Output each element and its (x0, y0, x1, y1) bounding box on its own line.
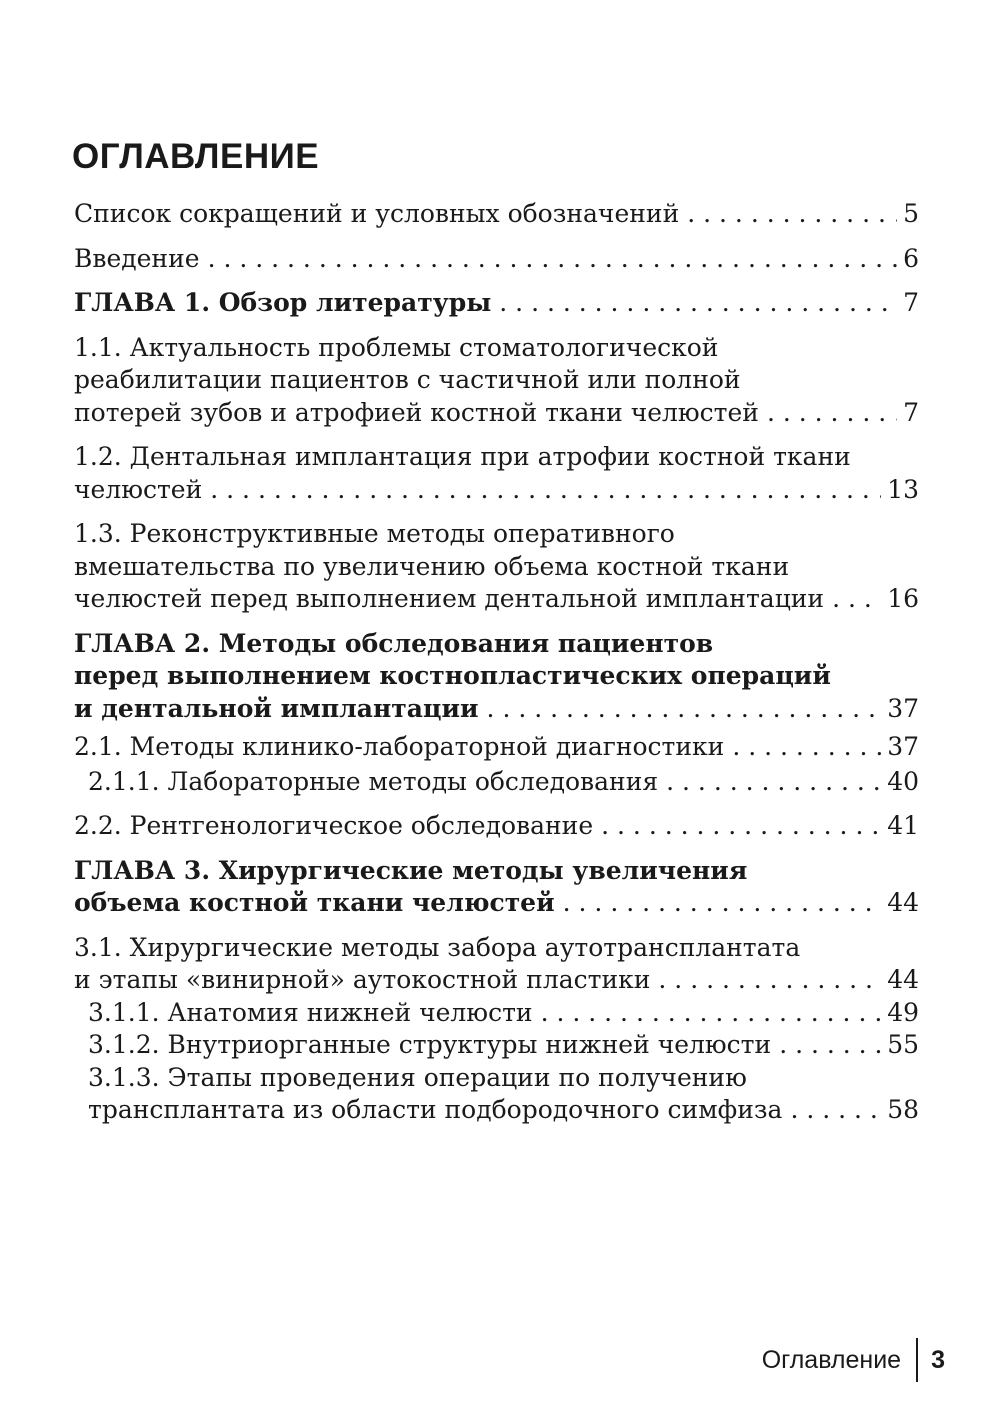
toc-entry-title-line: 1.2. Дентальная имплантация при атрофии костной ткани (74, 442, 851, 471)
toc-page-number: 44 (887, 888, 919, 917)
toc-entry-title-line: челюстей (74, 474, 203, 504)
toc-page-number: 37 (887, 732, 919, 761)
dot-leader (499, 287, 897, 320)
dot-leader (666, 766, 881, 799)
dot-leader (790, 1094, 881, 1127)
dot-leader (563, 887, 882, 920)
toc-page-number: 55 (887, 1030, 919, 1059)
toc-page-number: 13 (887, 474, 919, 504)
dot-leader (210, 474, 881, 507)
toc-entry-title: 3.1.1. Анатомия нижней челюсти (88, 997, 533, 1027)
toc-page-number: 44 (887, 965, 919, 994)
toc-entry-title-line: 3.1.3. Этапы проведения операции по получению (88, 1062, 747, 1092)
dot-leader (732, 731, 881, 764)
toc-entry-section-2-1[interactable] (74, 731, 919, 764)
dot-leader (767, 397, 897, 430)
toc-entry-subsection-3-1-3[interactable] (74, 1062, 919, 1127)
toc-page-number: 7 (903, 397, 919, 427)
toc-entry-title: Список сокращений и условных обозначений (74, 199, 680, 228)
dot-leader (658, 964, 881, 997)
toc-page-number: 5 (903, 199, 919, 228)
table-of-contents (74, 198, 919, 1127)
toc-page-number: 37 (887, 693, 919, 723)
toc-entry-title: 2.1. Методы клинико-лабораторной диагностики (74, 732, 725, 761)
toc-entry-chapter-3[interactable] (74, 855, 919, 920)
toc-page-number: 40 (887, 766, 919, 796)
toc-entry-abbreviations[interactable] (74, 198, 919, 231)
dot-leader (487, 693, 882, 726)
toc-page-number: 49 (887, 997, 919, 1027)
dot-leader (779, 1029, 881, 1062)
toc-entry-title-line: 3.1. Хирургические методы забора аутотрансплантата (74, 932, 801, 962)
toc-page-number: 41 (887, 811, 919, 840)
toc-entry-title: ГЛАВА 1. Обзор литературы (74, 288, 492, 317)
toc-entry-title: Введение (74, 243, 200, 273)
page-title: ОГЛАВЛЕНИЕ (72, 137, 320, 176)
toc-entry-title-line: реабилитации пациентов с частичной или полной (74, 365, 741, 394)
dot-leader (687, 198, 897, 231)
toc-entry-chapter-2[interactable] (74, 628, 919, 726)
footer-divider (916, 1338, 918, 1382)
toc-entry-title-line: и дентальной имплантации (74, 693, 479, 723)
toc-entry-title-line: потерей зубов и атрофией костной ткани челюстей (74, 397, 759, 427)
toc-entry-title-line: трансплантата из области подбородочного симфиза (88, 1095, 783, 1124)
toc-entry-subsection-2-1-1[interactable] (74, 766, 919, 799)
toc-entry-title-line: 1.1. Актуальность проблемы стоматологической (74, 332, 719, 362)
dot-leader (601, 810, 881, 843)
toc-entry-title-line: объема костной ткани челюстей (74, 888, 555, 917)
toc-entry-title-line: вмешательства по увеличению объема костной ткани (74, 551, 790, 581)
dot-leader (832, 583, 881, 616)
toc-entry-title: 3.1.2. Внутриорганные структуры нижней челюсти (88, 1030, 772, 1059)
toc-entry-title-line: ГЛАВА 2. Методы обследования пациентов (74, 628, 714, 658)
toc-entry-introduction[interactable] (74, 243, 919, 276)
toc-entry-title: 2.2. Рентгенологическое обследование (74, 811, 594, 840)
toc-entry-section-3-1[interactable] (74, 932, 919, 997)
toc-entry-title-line: челюстей перед выполнением дентальной имплантации (74, 584, 825, 613)
toc-entry-section-2-2[interactable] (74, 810, 919, 843)
page-footer (762, 1338, 945, 1382)
toc-entry-title-line: 1.3. Реконструктивные методы оперативного (74, 519, 675, 548)
toc-entry-chapter-1[interactable] (74, 287, 919, 320)
toc-entry-title-line: перед выполнением костнопластических операций (74, 661, 831, 690)
dot-leader (208, 243, 898, 276)
toc-entry-subsection-3-1-2[interactable] (74, 1029, 919, 1062)
toc-page-number: 6 (903, 243, 919, 273)
toc-entry-section-1-1[interactable] (74, 332, 919, 430)
toc-entry-title: 2.1.1. Лабораторные методы обследования (88, 766, 659, 796)
dot-leader (541, 997, 882, 1030)
toc-entry-title-line: и этапы «винирной» аутокостной пластики (74, 965, 651, 994)
running-title: Оглавление (761, 1345, 902, 1374)
toc-page-number: 7 (903, 288, 919, 317)
toc-entry-section-1-2[interactable] (74, 441, 919, 506)
toc-page-number: 16 (887, 584, 919, 613)
page-number: 3 (931, 1345, 945, 1374)
toc-page-number: 58 (887, 1095, 919, 1124)
toc-entry-subsection-3-1-1[interactable] (74, 997, 919, 1030)
toc-entry-section-1-3[interactable] (74, 518, 919, 616)
toc-entry-title-line: ГЛАВА 3. Хирургические методы увеличения (74, 855, 748, 885)
